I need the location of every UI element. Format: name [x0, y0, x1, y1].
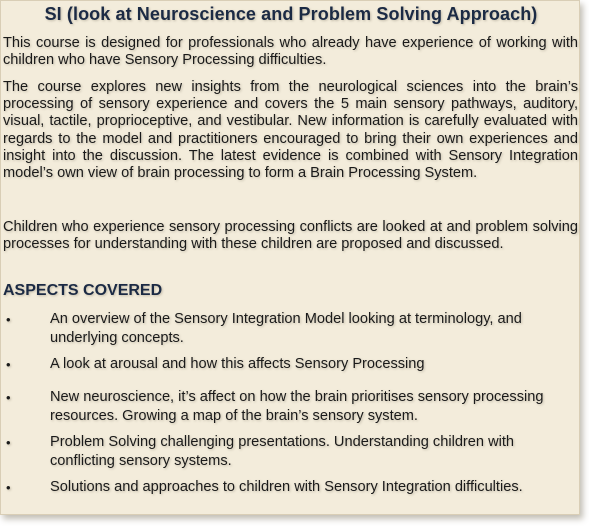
bullet-icon: •: [6, 435, 11, 450]
list-item: [1, 478, 581, 497]
aspects-covered-heading: ASPECTS COVERED: [3, 282, 163, 299]
list-item-text: An overview of the Sensory Integration Model looking at terminology, and underlying concepts.: [50, 311, 522, 346]
list-item: [1, 433, 581, 470]
bullet-icon: •: [6, 357, 11, 372]
course-title: SI (look at Neuroscience and Problem Solving Approach): [44, 4, 538, 24]
list-item: [1, 355, 581, 374]
list-item-text: New neuroscience, it’s affect on how the brain prioritises sensory processing resources. Growing a map of the brain’s sensory system.: [50, 389, 544, 424]
course-overview-paragraph: The course explores new insights from the neurological sciences into the brain’s processing of sensory experience and covers the 5 main sensory pathways, auditory, visual, tactile, proprioceptive, and vestibular. New information is carefully evaluated with regards to the model and practitioners encouraged to bring their own experiences and insight into the discussion. The latest evidence is combined with Sensory Integration model’s own view of brain processing to form a Brain Processing System.: [3, 79, 578, 182]
problem-solving-paragraph: Children who experience sensory processing conflicts are looked at and problem solving processes for understanding with these children are proposed and discussed.: [3, 219, 578, 253]
list-item-text: Problem Solving challenging presentations. Understanding children with conflicting sensory systems.: [50, 434, 515, 469]
aspects-list: [1, 310, 581, 497]
list-item-text: Solutions and approaches to children with Sensory Integration difficulties.: [50, 479, 523, 495]
list-item-text: A look at arousal and how this affects Sensory Processing: [50, 356, 425, 372]
list-item: [1, 388, 581, 425]
list-item: [1, 310, 581, 347]
intro-paragraph: This course is designed for professionals who already have experience of working with children who have Sensory Processing difficulties.: [3, 35, 578, 69]
bullet-icon: •: [6, 480, 11, 495]
bullet-icon: •: [6, 390, 11, 405]
bullet-icon: •: [6, 312, 11, 327]
